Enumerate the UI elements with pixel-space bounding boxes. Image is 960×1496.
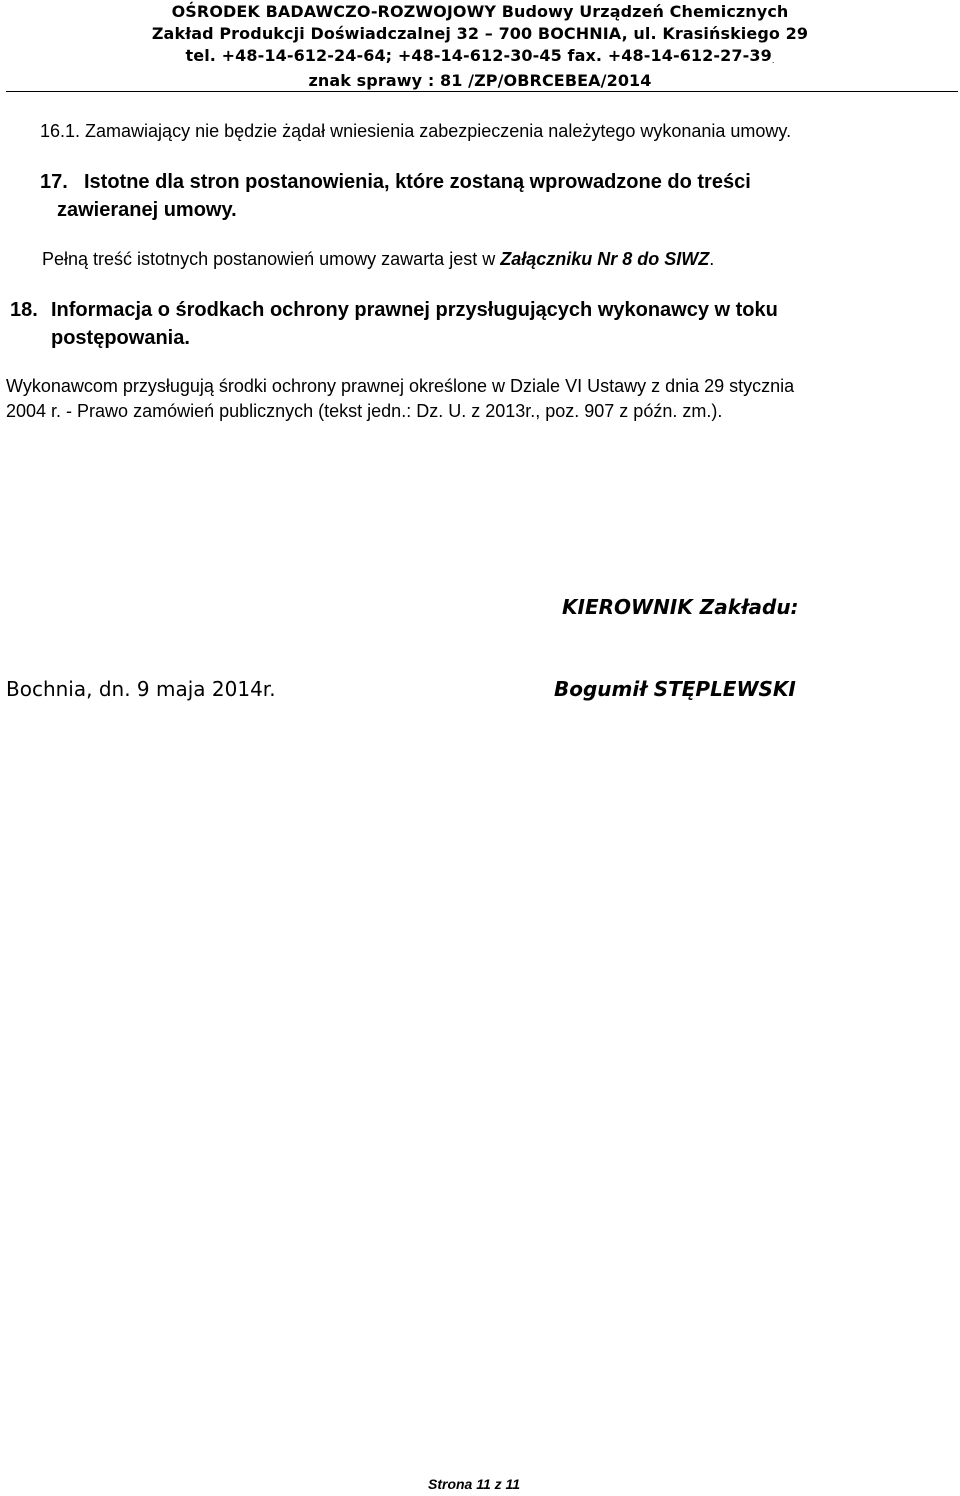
section-17-number: 17.: [40, 171, 68, 193]
letterhead-department-address: Zakład Produkcji Doświadczalnej 32 – 700 BOCHNIA, ul. Krasińskiego 29: [151, 24, 809, 43]
section-17-body-end: .: [709, 249, 715, 269]
header-divider: [6, 91, 958, 92]
case-reference: znak sprawy : 81 /ZP/OBRCEBEA/2014: [308, 71, 652, 90]
letterhead-contact: [0, 45, 960, 70]
annex-reference: Załączniku Nr 8 do SIWZ: [500, 249, 710, 269]
page-number: Strona 11 z 11: [428, 1476, 521, 1492]
section-18-body-line2: 2004 r. - Prawo zamówień publicznych (tekst jedn.: Dz. U. z 2013r., poz. 907 z późn. zm.).: [6, 401, 723, 421]
letterhead-phones: tel. +48-14-612-24-64; +48-14-612-30-45 fax. +48-14-612-27-39: [185, 46, 772, 65]
section-17-title-line1: Istotne dla stron postanowienia, które zostaną wprowadzone do treści: [84, 171, 751, 193]
section-18-number: 18.: [10, 299, 38, 321]
letterhead: [0, 0, 960, 92]
place-and-date: Bochnia, dn. 9 maja 2014r.: [6, 677, 276, 701]
section-18-body-line1: Wykonawcom przysługują środki ochrony prawnej określone w Dziale VI Ustawy z dnia 29 stycznia: [6, 376, 795, 396]
section-16-1: 16.1. Zamawiający nie będzie żądał wniesienia zabezpieczenia należytego wykonania umowy.: [40, 121, 792, 141]
section-18-title-line2: postępowania.: [51, 327, 190, 349]
signatory-name: Bogumił STĘPLEWSKI: [554, 677, 796, 701]
section-17-body: [42, 247, 714, 272]
letterhead-mark: .: [771, 56, 775, 65]
signatory-role: KIEROWNIK Zakładu:: [562, 595, 799, 619]
section-17-title-line2: zawieranej umowy.: [57, 199, 237, 221]
letterhead-institute: OŚRODEK BADAWCZO-ROZWOJOWY Budowy Urządzeń Chemicznych: [171, 2, 789, 21]
section-18-title-line1: Informacja o środkach ochrony prawnej przysługujących wykonawcy w toku: [51, 299, 778, 321]
section-17-body-text: Pełną treść istotnych postanowień umowy zawarta jest w: [42, 249, 501, 269]
